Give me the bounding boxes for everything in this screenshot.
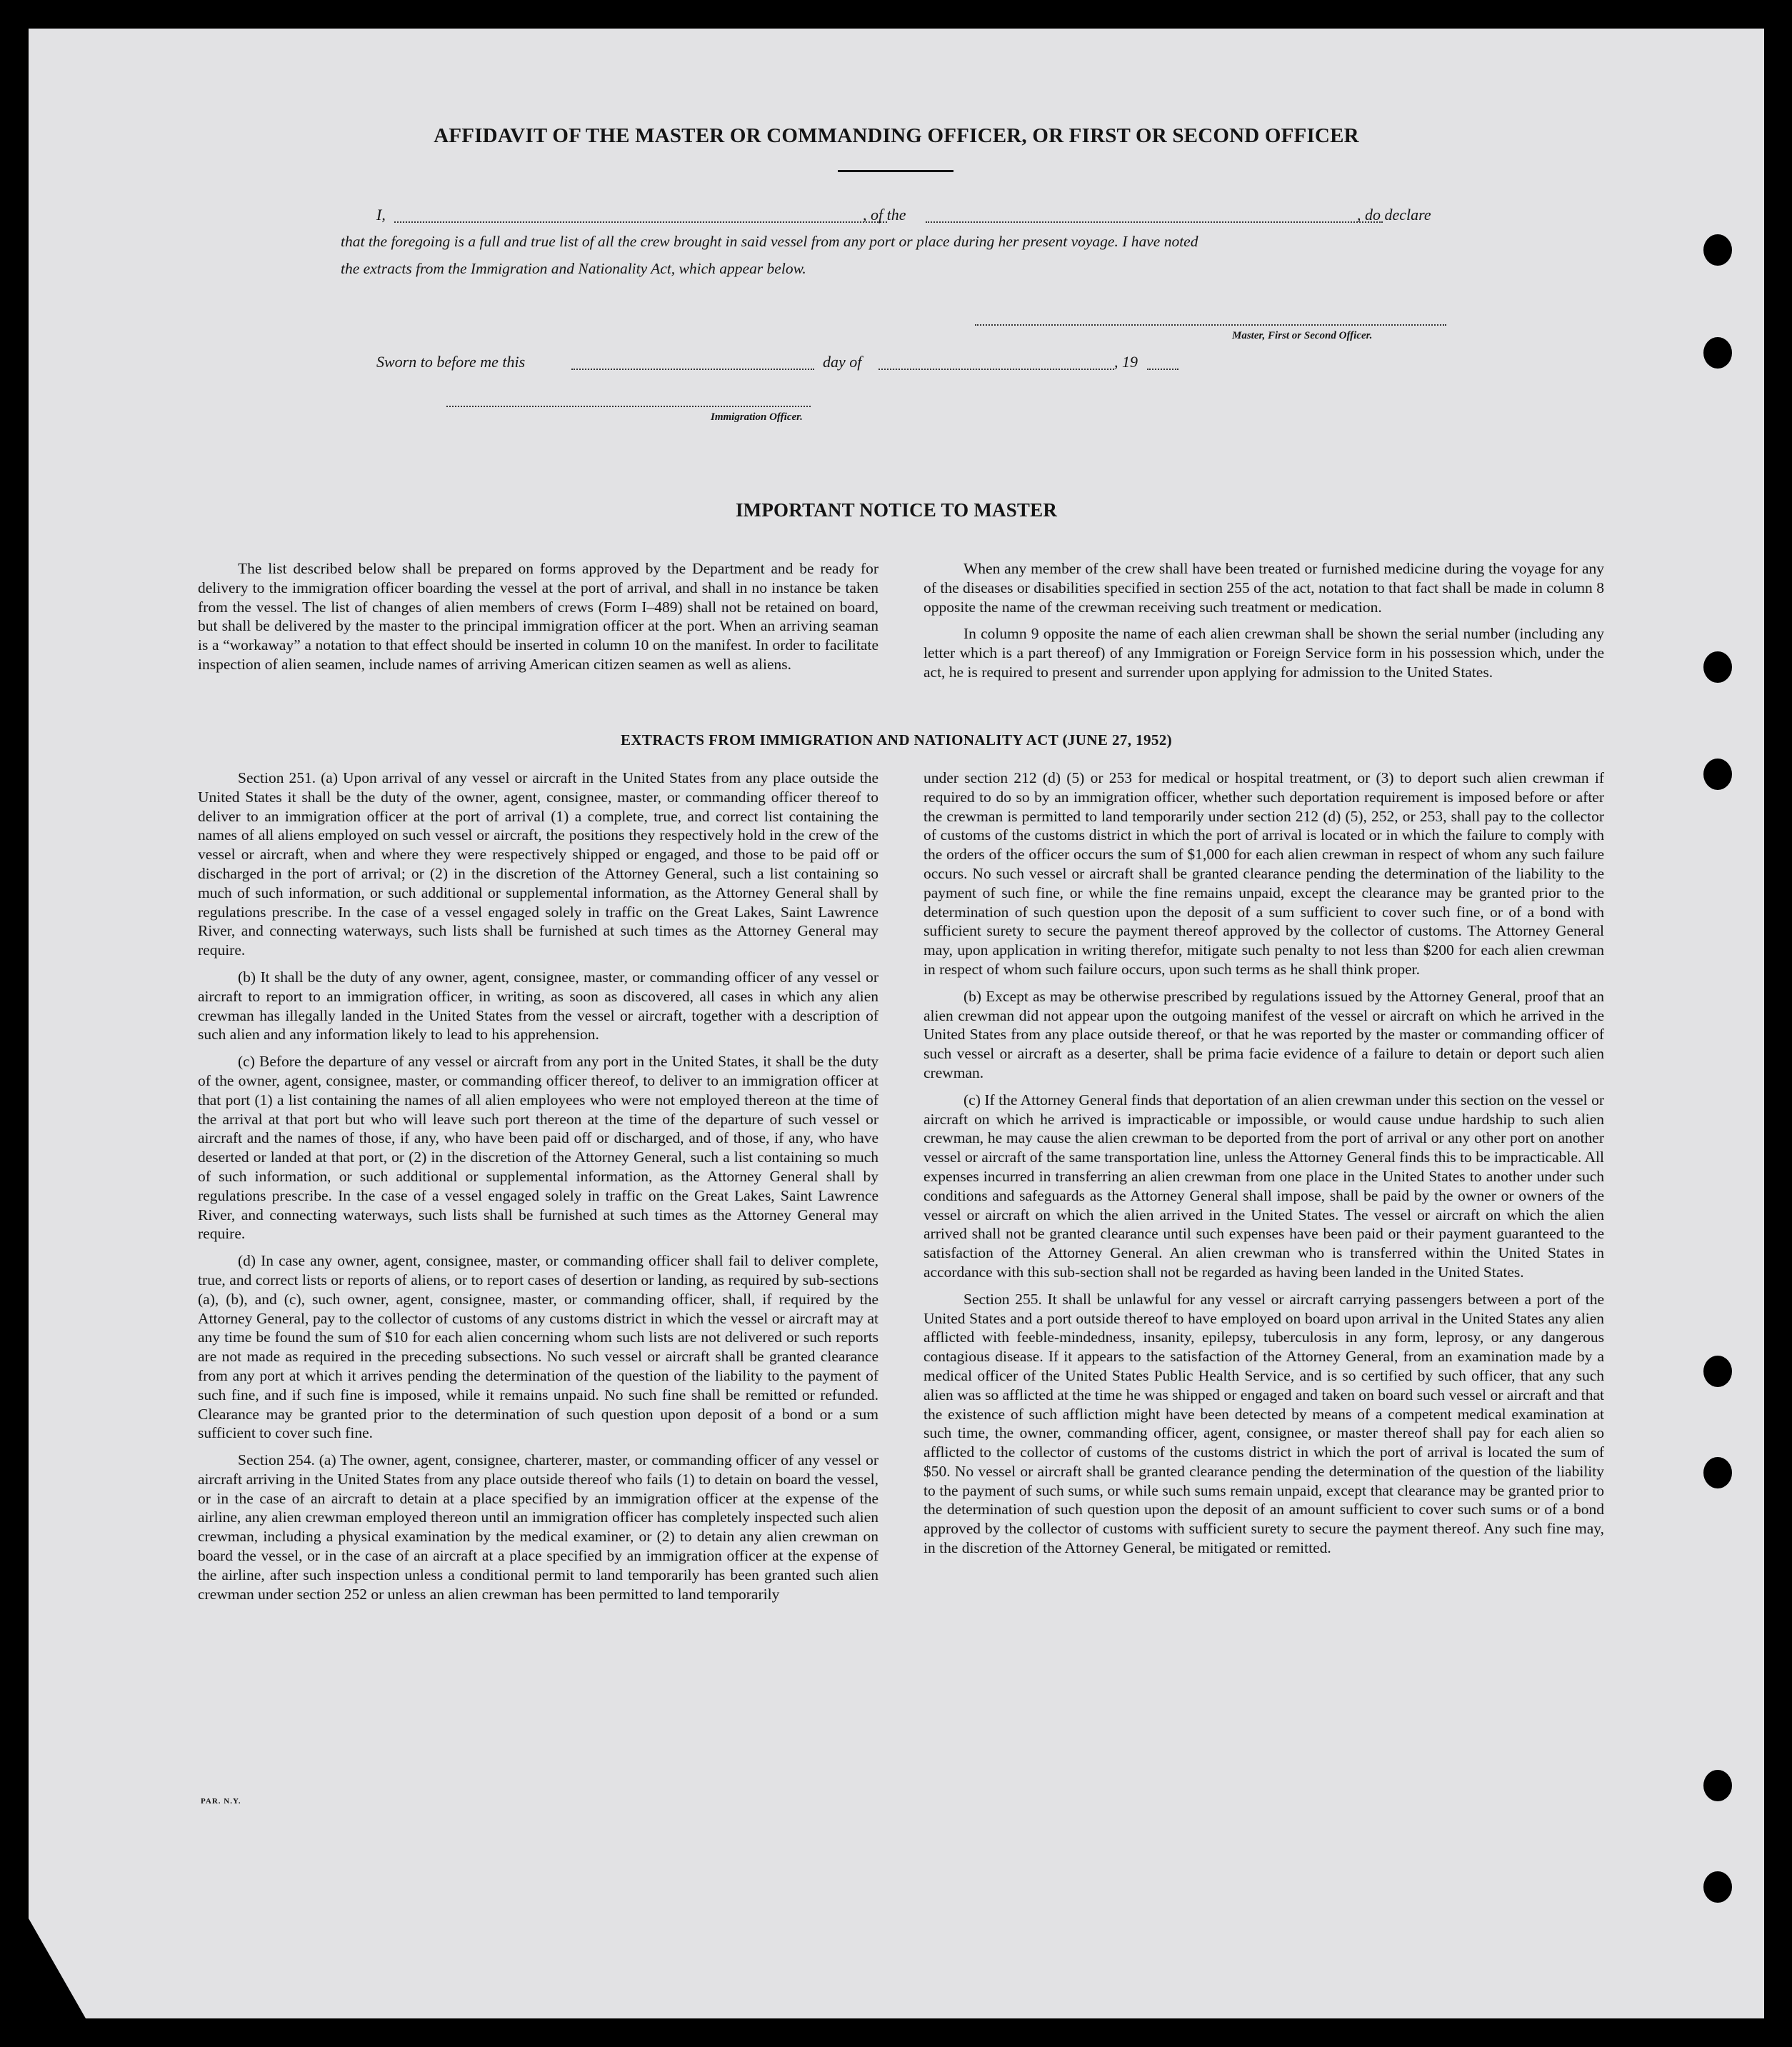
punch-hole xyxy=(1703,1871,1732,1903)
extract-paragraph: Section 254. (a) The owner, agent, consignee, charterer, master, or commanding officer of any vessel or aircraft arriving in the United States from any place outside thereof who fails (1) to detain on board the vessel, or in the case of an aircraft to detain at a place specified by an immigration officer at the expense of the airline, any alien crewman employed thereon until an immigration officer has completely inspected such alien crewman, including a physical examination by the medical examiner, or (2) to detain any alien crewman on board the vessel, or in the case of an aircraft at a place specified by an immigration officer at the expense of the airline, after such inspection unless a conditional permit to land temporarily has been granted such alien crewman under section 252 or unless an alien crewman has been permitted to land temporarily xyxy=(198,1451,879,1603)
punch-hole xyxy=(1703,759,1732,790)
master-signature-blank[interactable] xyxy=(975,324,1446,326)
sworn-day-blank[interactable] xyxy=(571,369,814,370)
punch-hole xyxy=(1703,651,1732,683)
day-of-label: day of xyxy=(823,353,862,371)
extract-paragraph: (b) It shall be the duty of any owner, agent, consignee, master, or commanding officer of any vessel or aircraft to report to an immigration officer, in writing, as soon as discovered, all cases in which any alien crewman has illegally landed in the United States from the vessel or aircraft, together with a description of such alien and any information likely to lead to his apprehension. xyxy=(198,968,879,1043)
punch-hole xyxy=(1703,1356,1732,1387)
year-label: , 19 xyxy=(1114,353,1138,371)
punch-hole xyxy=(1703,337,1732,369)
extract-paragraph: (d) In case any owner, agent, consignee, master, or commanding officer shall fail to deliver complete, true, and correct lists or reports of aliens, or to report cases of desertion or landing, as required by sub-sections (a), (b), and (c), such owner, agent, consignee, master, or commanding officer, shall, if required by the Attorney General, pay to the collector of customs of any customs district in which the vessel or aircraft may at any time be found the sum of $10 for each alien concerning whom such lists are not delivered or such reports are not made as required in the preceding subsections. No such vessel or aircraft shall be granted clearance from any port at which it arrives pending the determination of the question of the liability to the payment of such fine, and if such fine is imposed, while it remains unpaid. No such fine shall be remitted or refunded. Clearance may be granted prior to the determination of such question upon deposit of a bond or a sum sufficient to cover such fine. xyxy=(198,1252,879,1442)
notice-left-column xyxy=(198,559,879,674)
extracts-left-column xyxy=(198,769,879,1603)
of-the-label: , of the xyxy=(863,206,906,224)
sworn-year-blank[interactable] xyxy=(1147,369,1178,370)
vessel-blank[interactable] xyxy=(926,221,1383,223)
punch-hole xyxy=(1703,1457,1732,1488)
notice-paragraph: When any member of the crew shall have been treated or furnished medicine during the voyage for any of the diseases or disabilities specified in section 255 of the act, notation to that fact shall be made in column 8 opposite the name of the crewman receiving such treatment or medication. xyxy=(923,560,1604,616)
do-declare-label: , do declare xyxy=(1357,206,1431,224)
sworn-label: Sworn to before me this xyxy=(376,353,526,371)
extract-paragraph: (c) If the Attorney General finds that deportation of an alien crewman under this section on the vessel or aircraft on which he arrived is impracticable or impossible, or would cause undue hardship to such alien crewman, he may cause the alien crewman to be deported from the port of arrival or any other port on another vessel or aircraft of the same transportation line, unless the Attorney General finds this to be impracticable. All expenses incurred in transferring an alien crewman from one place in the United States to another under such conditions and safeguards as the Attorney General shall impose, shall be paid by the owner or owners of the vessel or aircraft on which the alien arrived in the United States. The vessel or aircraft on which the alien arrived shall not be granted clearance until such expenses have been paid or their payment guaranteed to the satisfaction of the Attorney General. An alien crewman who is transferred within the United States in accordance with this sub-section shall not be regarded as having been landed in the United States. xyxy=(923,1091,1604,1281)
extracts-right-column xyxy=(923,769,1604,1558)
extracts-title: EXTRACTS FROM IMMIGRATION AND NATIONALITY ACT (JUNE 27, 1952) xyxy=(620,731,1173,749)
notice-title: IMPORTANT NOTICE TO MASTER xyxy=(735,499,1058,521)
extract-paragraph: Section 255. It shall be unlawful for any vessel or aircraft carrying passengers between a port of the United States and a port outside thereof to have employed on board upon arrival in the United States any alien afflicted with feeble-mindedness, insanity, epilepsy, tuberculosis in any form, leprosy, or any dangerous contagious disease. If it appears to the satisfaction of the Attorney General, from an examination made by a medical officer of the United States Public Health Service, and is so certified by such officer, that any such alien was so afflicted at the time he was shipped or engaged and taken on board such vessel or aircraft and that the existence of such affliction might have been detected by means of a competent medical examination at such time, the owner, commanding officer, agent, consignee, or master thereof shall pay for each alien so afflicted to the collector of customs of the customs district in which the port of arrival is located the sum of $50. No vessel or aircraft shall be granted clearance pending the determination of the question of the liability to the payment of such sums, or while such sums remain unpaid, except that clearance may be granted prior to the determination of such question upon the deposit of an amount sufficient to cover such sums or of a bond approved by the collector of customs with sufficient surety to secure the payment thereof. Any such fine may, in the discretion of the Attorney General, be mitigated or remitted. xyxy=(923,1290,1604,1557)
punch-hole xyxy=(1703,234,1732,266)
officer-signature-blank[interactable] xyxy=(446,406,811,407)
officer-label: Immigration Officer. xyxy=(711,411,803,423)
notice-paragraph: The list described below shall be prepared on forms approved by the Department and be ready for delivery to the immigration officer boarding the vessel at the port of arrival, and shall in no instance be taken from the vessel. The list of changes of alien members of crews (Form I–489) shall not be retained on board, but shall be delivered by the master to the principal immigration officer at the port. When an arriving seaman is a “workaway” a notation to that effect should be inserted in column 10 on the manifest. In order to facilitate inspection of alien seamen, include names of arriving American citizen seamen as well as aliens. xyxy=(198,560,879,673)
extract-paragraph: under section 212 (d) (5) or 253 for medical or hospital treatment, or (3) to deport such alien crewman if required to do so by an immigration officer, whether such deportation requirement is imposed before or after the crewman is permitted to land temporarily under section 212 (d) (5), 252, or 253, shall pay to the collector of customs of the customs district in which the port of arrival is located or in which the failure to comply with the orders of the officer occurs the sum of $1,000 for each alien crewman in respect of whom any such failure occurs. No such vessel or aircraft shall be granted clearance pending the determination of the liability to the payment of such fine, or while the fine remains unpaid, except the clearance may be granted prior to the determination of such question upon the deposit of a sum sufficient to cover such fine, or of a bond with sufficient surety to secure the payment thereof approved by the collector of customs. The Attorney General may, upon application in writing therefor, mitigate such penalty to not less than $200 for each alien crewman in respect of whom such failure occurs, upon such terms as he shall think proper. xyxy=(923,769,1604,978)
sworn-month-blank[interactable] xyxy=(879,369,1114,370)
extract-paragraph: Section 251. (a) Upon arrival of any vessel or aircraft in the United States from any place outside the United States it shall be the duty of the owner, agent, consignee, master, or commanding officer thereof to deliver to an immigration officer at the port of arrival (1) a complete, true, and correct list containing the names of all aliens employed on such vessel or aircraft, the positions they respectively hold in the crew of the vessel or aircraft, when and where they were respectively shipped or engaged, and those to be paid off or discharged in the port of arrival; or (2) in the discretion of the Attorney General, such a list containing so much of such information, or such additional or supplemental information, as the Attorney General shall by regulations prescribe. In the case of a vessel engaged solely in traffic on the Great Lakes, Saint Lawrence River, and connecting waterways, such lists shall be furnished at such times as the Attorney General may require. xyxy=(198,769,879,959)
i-label: I, xyxy=(376,206,386,224)
notice-paragraph: In column 9 opposite the name of each alien crewman shall be shown the serial number (including any letter which is a part thereof) of any Immigration or Foreign Service form in his possession which, under the act, he is required to present and surrender upon applying for admission to the United States. xyxy=(923,625,1604,681)
name-blank[interactable] xyxy=(394,221,887,223)
extract-paragraph: (c) Before the departure of any vessel or aircraft from any port in the United States, it shall be the duty of the owner, agent, consignee, master, or commanding officer thereof, to deliver to an immigration officer at that port (1) a list containing the names of all alien employees who were not employed thereon at the time of the arrival at that port but who will leave such port thereon at the time of the departure of such vessel or aircraft and the names of those, if any, who have been paid off or discharged, and of those, if any, who have deserted or landed at that port, or (2) in the discretion of the Attorney General, such a list containing so much of such information, or such additional or supplemental information, as the Attorney General shall by regulations prescribe. In the case of a vessel engaged solely in traffic on the Great Lakes, Saint Lawrence River, and connecting waterways, such lists shall be furnished at such times as the Attorney General may require. xyxy=(198,1053,879,1243)
affidavit-line-3: the extracts from the Immigration and Nationality Act, which appear below. xyxy=(341,260,806,277)
notice-right-column xyxy=(923,559,1604,682)
page-corner-fold xyxy=(29,1918,86,2018)
document-page xyxy=(29,29,1764,2018)
punch-hole xyxy=(1703,1770,1732,1801)
affidavit-title: AFFIDAVIT OF THE MASTER OR COMMANDING OFFICER, OR FIRST OR SECOND OFFICER xyxy=(434,124,1359,147)
title-underline xyxy=(838,170,953,172)
printer-mark: PAR. N.Y. xyxy=(201,1797,241,1806)
master-label: Master, First or Second Officer. xyxy=(1232,330,1373,341)
affidavit-line-2: that the foregoing is a full and true list of all the crew brought in said vessel from any port or place during her present voyage. I have noted xyxy=(341,233,1198,250)
extract-paragraph: (b) Except as may be otherwise prescribed by regulations issued by the Attorney General, proof that an alien crewman did not appear upon the outgoing manifest of the vessel or aircraft on which he arrived in the United States from any place outside thereof, or that he was reported by the master or commanding officer of such vessel or aircraft as a deserter, shall be prima facie evidence of a failure to detain or deport such alien crewman. xyxy=(923,987,1604,1081)
